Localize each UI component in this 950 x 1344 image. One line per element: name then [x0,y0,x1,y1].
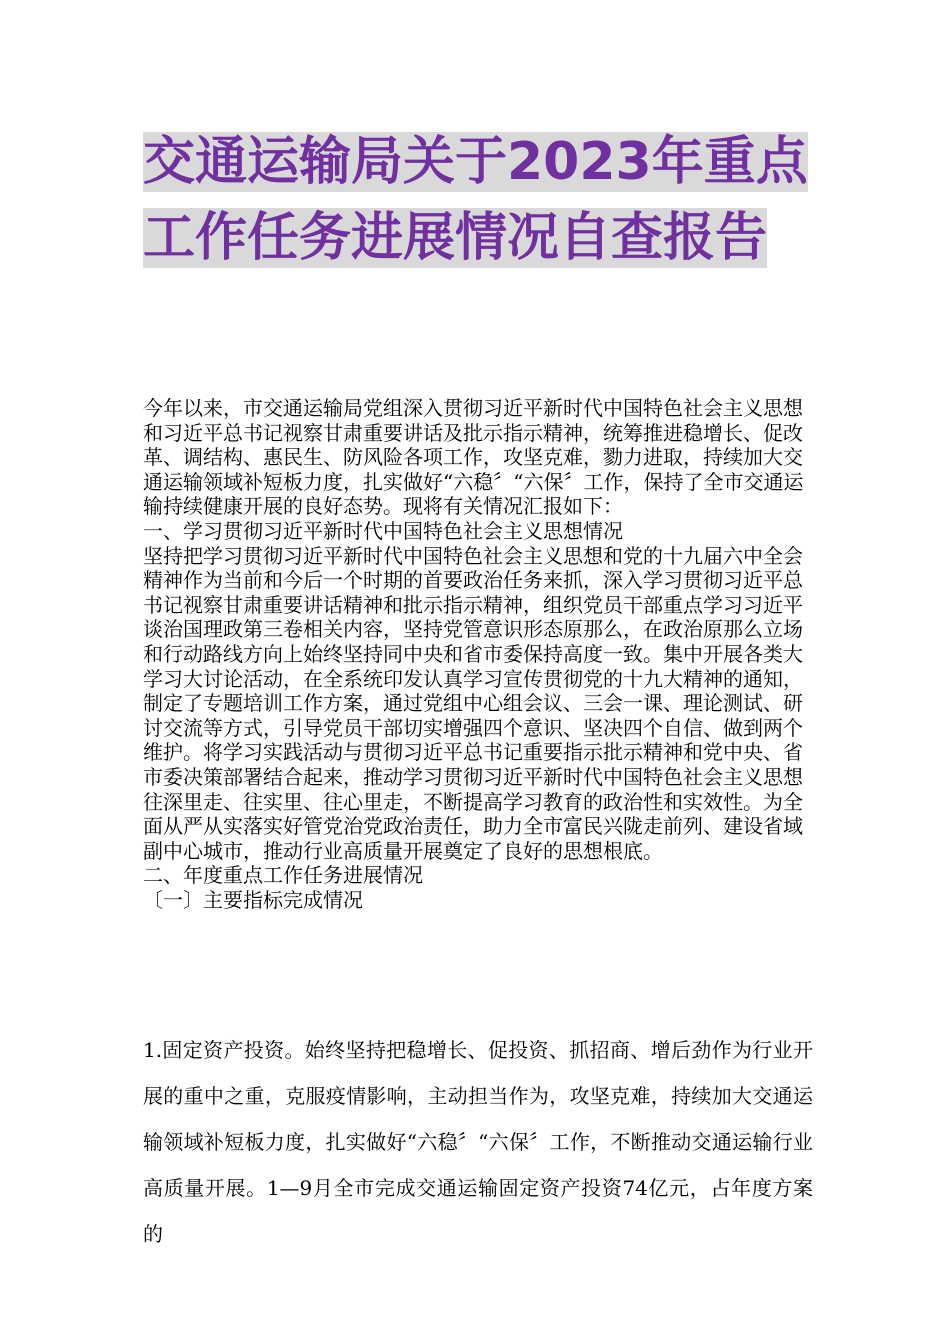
section-1-paragraph: 坚持把学习贯彻习近平新时代中国特色社会主义思想和党的十九届六中全会精神作为当前和今后一个时期的首要政治任务来抓，深入学习贯彻习近平总书记视察甘肃重要讲话精神和批示指示精神，组织党员干部重点学习习近平谈治国理政第三卷相关内容，坚持党管意识形态原那么，在政治原那么立场和行动路线方向上始终坚持同中央和省市委保持高度一致。集中开展各类大学习大讨论活动，在全系统印发认真学习宣传贯彻党的十九大精神的通知，制定了专题培训工作方案，通过党组中心组会议、三会一课、理论测试、研讨交流等方式，引导党员干部切实增强四个意识、坚决四个自信、做到两个维护。将学习实践活动与贯彻习近平总书记重要指示批示精神和党中央、省市委决策部署结合起来，推动学习贯彻习近平新时代中国特色社会主义思想往深里走、往实里、往心里走，不断提高学习教育的政治性和实效性。为全面从严从实落实好管党治党政治责任，助力全市富民兴陇走前列、建设省域副中心城市，推动行业高质量开展奠定了良好的思想根底。 [143,543,803,863]
section-heading-1: 一、学习贯彻习近平新时代中国特色社会主义思想情况 [143,518,623,543]
section-heading-2: 二、年度重点工作任务进展情况 [143,863,423,888]
subsection-heading-1: 〔一〕主要指标完成情况 [143,887,363,912]
numbered-section [143,1027,813,1257]
document-title [143,124,813,276]
intro-paragraph: 今年以来，市交通运输局党组深入贯彻习近平新时代中国特色社会主义思想和习近平总书记视察甘肃重要讲话及批示指示精神，统筹推进稳增长、促改革、调结构、惠民生、防风险各项工作，攻坚克难，勠力进取，持续加大交通运输领域补短板力度，扎实做好“六稳〞“六保〞工作，保持了全市交通运输持续健康开展的良好态势。现将有关情况汇报如下： [143,396,804,519]
numbered-paragraph-1: 1.固定资产投资。始终坚持把稳增长、促投资、抓招商、增后劲作为行业开展的重中之重，克服疫情影响，主动担当作为，攻坚克难，持续加大交通运输领域补短板力度，扎实做好“六稳〞“六保〞工作，不断推动交通运输行业高质量开展。1—9月全市完成交通运输固定资产投资74亿元，占年度方案的 [143,1038,813,1246]
document-body [143,396,813,912]
document-title-text: 交通运输局关于2023年重点工作任务进展情况自查报告 [143,132,808,268]
